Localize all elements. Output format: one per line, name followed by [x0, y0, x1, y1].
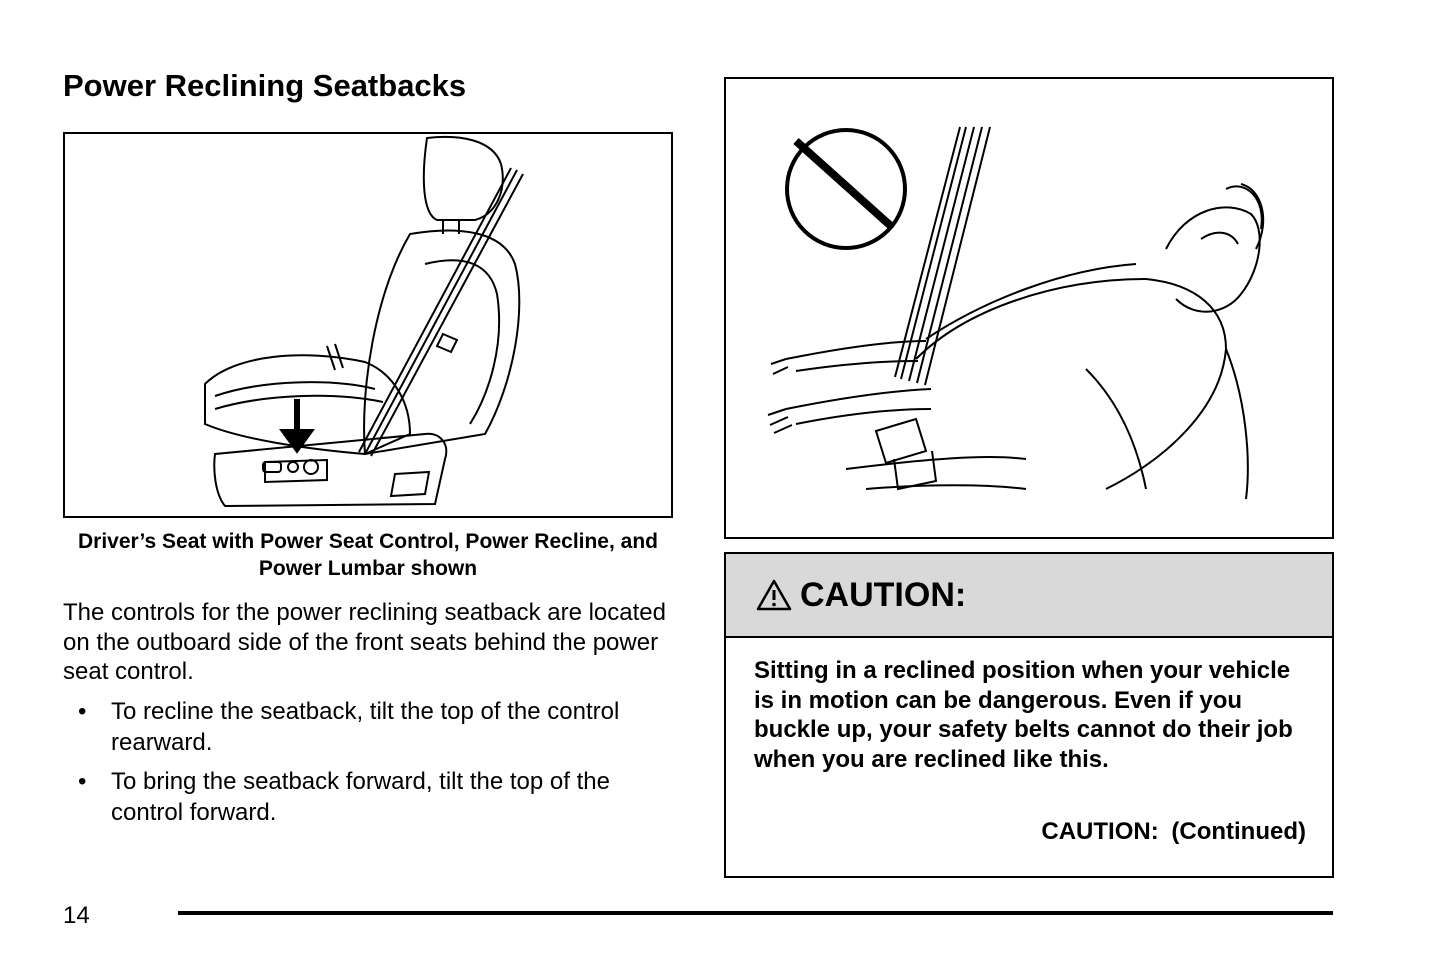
- reclined-occupant-illustration: [724, 77, 1334, 539]
- caution-continued: CAUTION: (Continued): [1041, 818, 1306, 845]
- footer-rule: [178, 911, 1333, 915]
- warning-triangle-icon: [756, 579, 792, 611]
- list-item-text: To recline the seatback, tilt the top of the control rearward.: [111, 698, 620, 756]
- caution-header: [726, 554, 1332, 638]
- instruction-list: [63, 696, 673, 836]
- figure-caption: Driver’s Seat with Power Seat Control, Power Recline, and Power Lumbar shown: [78, 530, 658, 580]
- caution-panel: [724, 552, 1334, 878]
- body-paragraph: The controls for the power reclining seatback are located on the outboard side of the front seats behind the power seat control.: [63, 599, 666, 685]
- list-item: [63, 766, 673, 828]
- seat-illustration: [63, 132, 673, 518]
- caution-title: CAUTION:: [800, 575, 967, 614]
- bullet-icon: •: [78, 768, 87, 795]
- prohibited-icon: [787, 130, 905, 248]
- list-item: [63, 696, 673, 758]
- list-item-text: To bring the seatback forward, tilt the top of the control forward.: [111, 768, 610, 826]
- caution-text: Sitting in a reclined position when your vehicle is in motion can be dangerous. Even if you buckle up, your safety belts cannot do their job when you are reclined like this.: [754, 657, 1293, 773]
- page-number: 14: [63, 902, 90, 929]
- page-title: Power Reclining Seatbacks: [63, 68, 467, 103]
- bullet-icon: •: [78, 698, 87, 725]
